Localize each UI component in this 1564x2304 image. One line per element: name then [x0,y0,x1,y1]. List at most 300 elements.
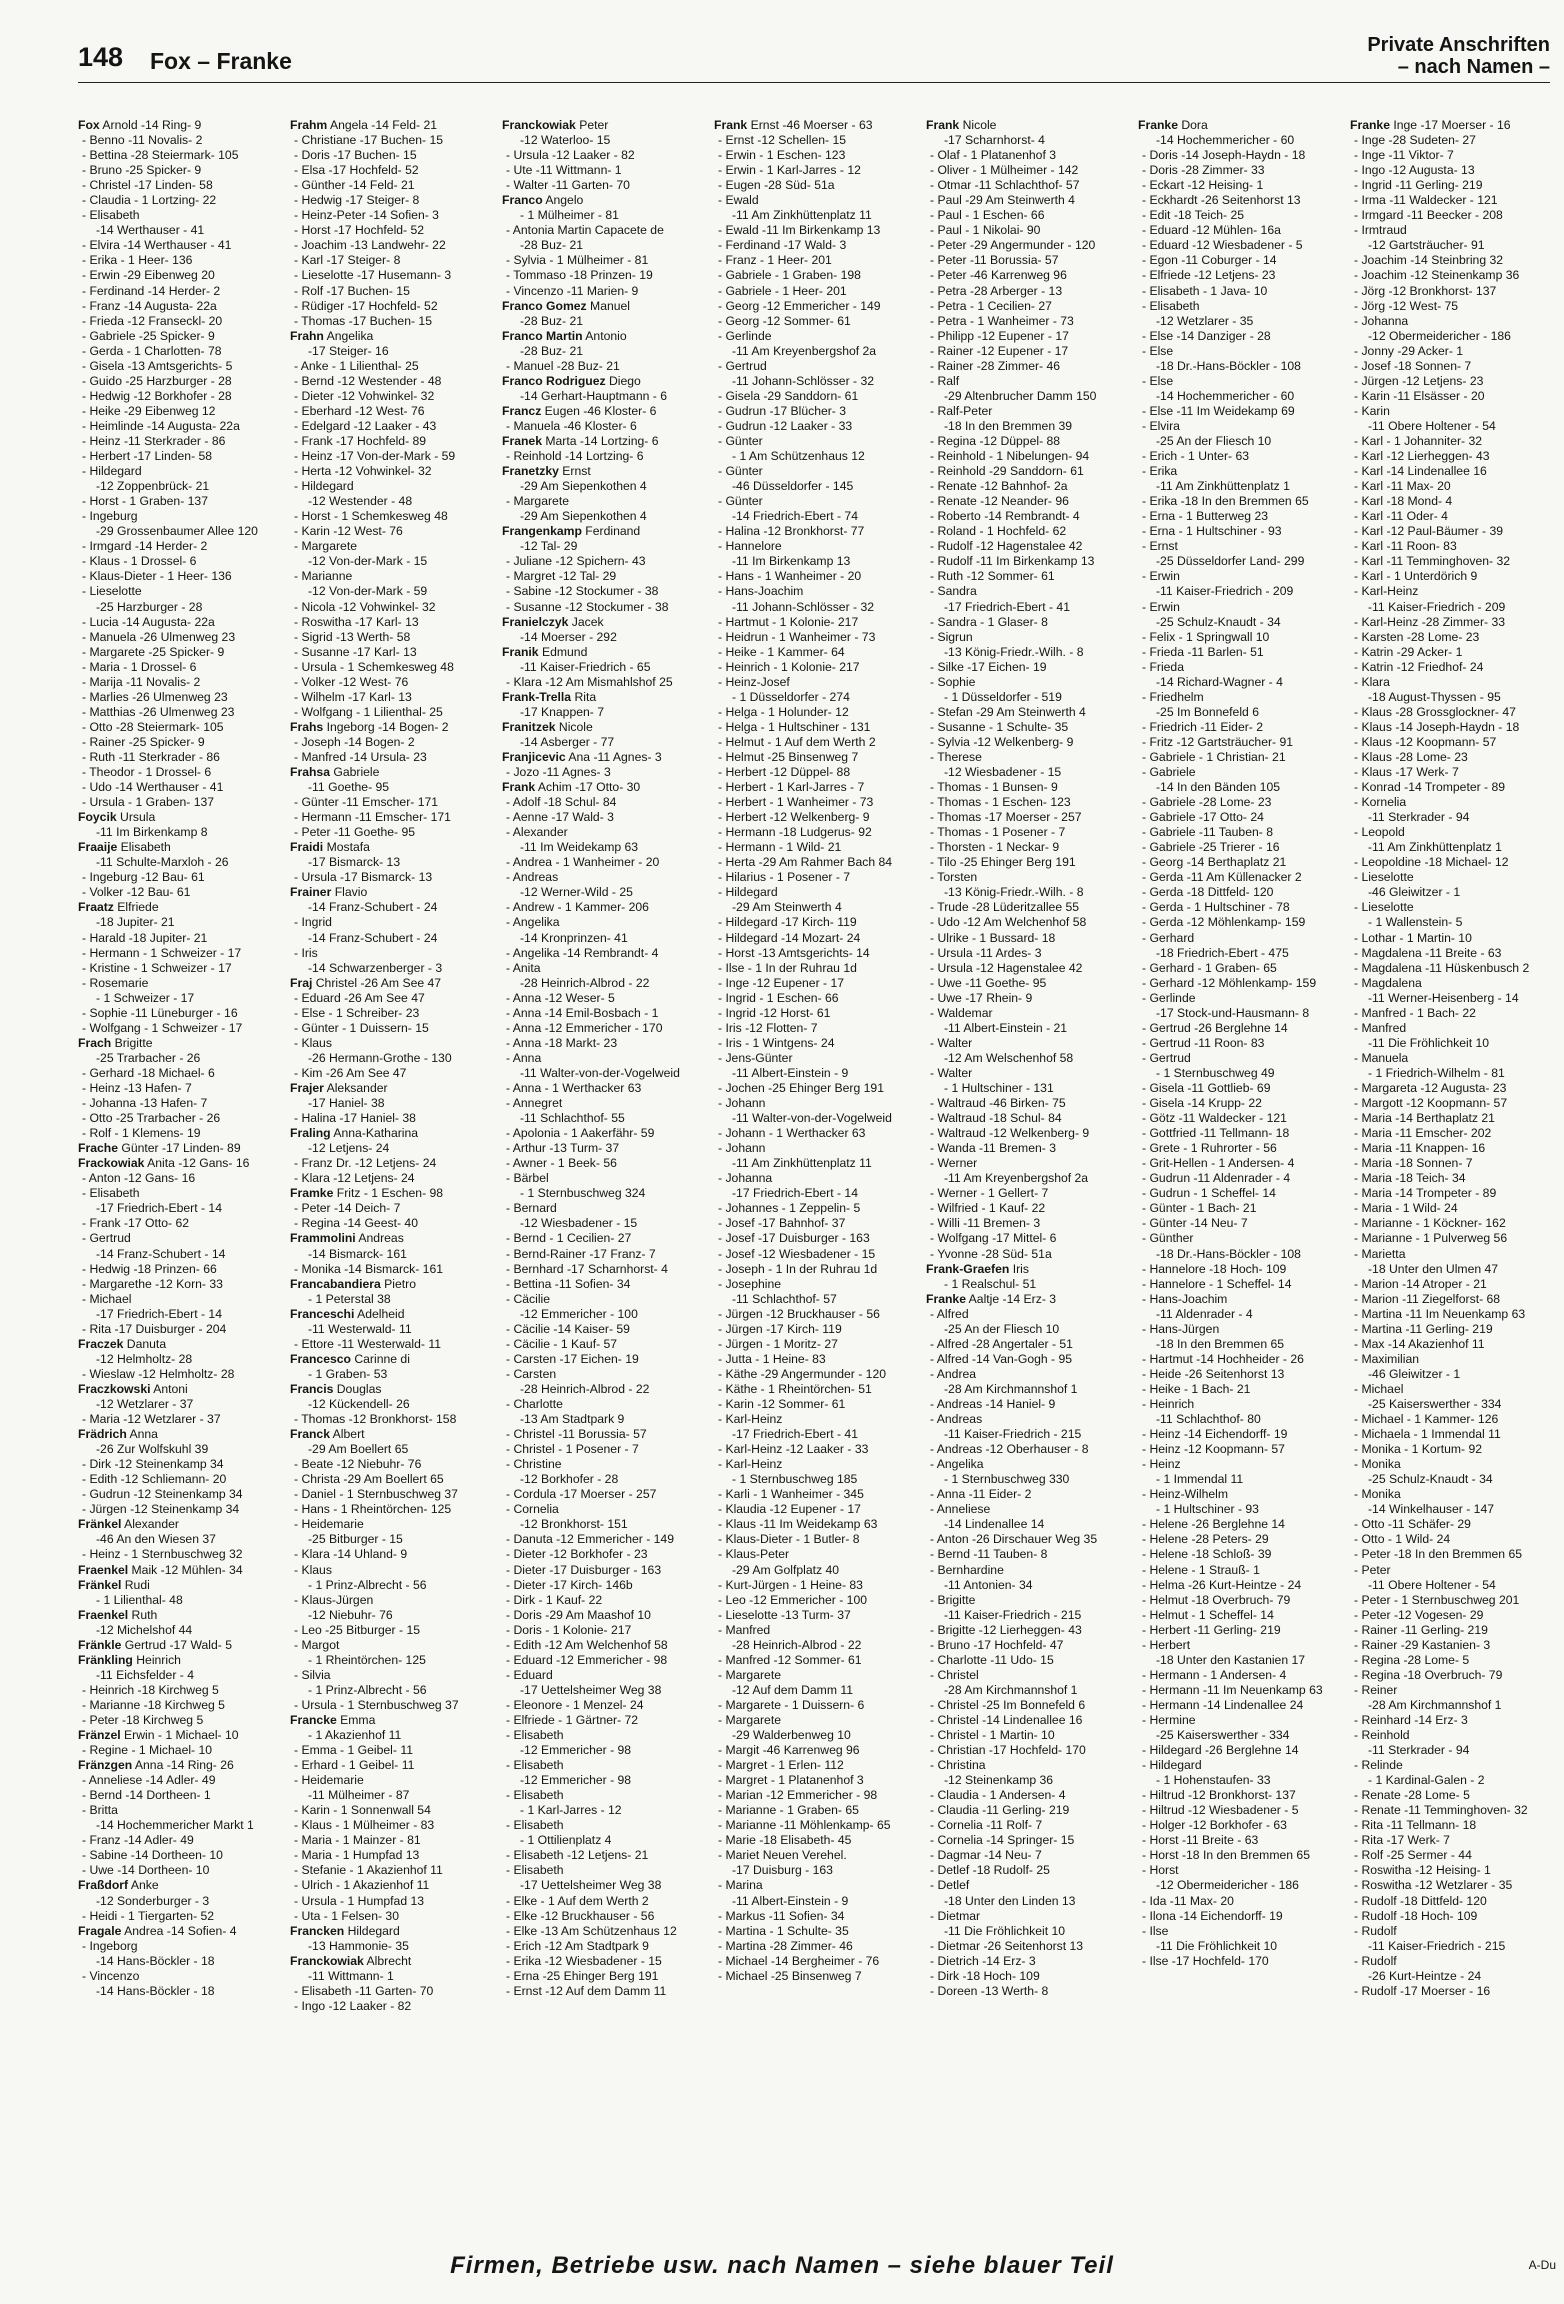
entry-text: - Hannelore - 1 Scheffel- 14 [1142,1276,1292,1291]
entry-text: - Cäcilie -14 Kaiser- 59 [506,1321,630,1336]
entry-text: - Johann [718,1141,766,1156]
entry-surname: Francken [290,1923,345,1938]
entry-text: - Sylvia - 1 Mülheimer - 81 [506,253,649,268]
directory-entry [78,329,284,344]
directory-entry [1138,795,1344,810]
entry-surname: Franco [502,193,543,208]
directory-entry [78,1292,284,1307]
entry-text: Albert [329,1427,365,1442]
entry-text: - Manfred [718,1622,771,1637]
directory-entry [926,1863,1132,1878]
entry-text: - Gisela -13 Amtsgerichts- 5 [82,358,233,373]
directory-entry [502,1322,708,1337]
directory-entry [502,1262,708,1277]
entry-text: - Brigitte -12 Lierheggen- 43 [930,1622,1082,1637]
entry-text: - Wilhelm -17 Karl- 13 [294,689,412,704]
directory-entry [714,1277,920,1292]
directory-entry [926,1517,1132,1532]
entry-text: - Karl -11 Roon- 83 [1354,539,1457,554]
directory-entry [78,1171,284,1186]
directory-entry [926,1818,1132,1833]
entry-surname: Franke [926,1291,966,1306]
entry-text: - Hans-Joachim [1142,1291,1228,1306]
entry-surname: Franik [502,644,539,659]
entry-text: - Klaudia -12 Eupener - 17 [718,1502,861,1517]
directory-entry [1350,419,1552,434]
entry-text: - Horst - 1 Schemkesweg 48 [294,509,448,524]
directory-entry [926,1126,1132,1141]
directory-entry [1138,645,1344,660]
directory-entry [78,1066,284,1081]
entry-text: - Elke -12 Bruckhauser - 56 [506,1908,655,1923]
entry-text: - Jürgen -12 Steinenkamp 34 [82,1502,240,1517]
entry-text: -29 Am Siepenkothen 4 [520,509,647,524]
directory-entry [502,1788,708,1803]
entry-text: - Halina -17 Haniel- 38 [294,1111,416,1126]
entry-text: - 1 Akazienhof 11 [308,1728,402,1743]
directory-entry [1138,148,1344,163]
directory-entry [1138,1036,1344,1051]
directory-entry [78,600,284,615]
directory-entry [290,1126,496,1141]
directory-entry [714,524,920,539]
entry-text: - Heinz [1142,1457,1181,1472]
entry-text: - Erika -18 In den Bremmen 65 [1142,494,1309,509]
directory-entry [502,1517,708,1532]
directory-entry [1138,1939,1344,1954]
directory-entry [290,1939,496,1954]
entry-text: - Katrin -12 Friedhof- 24 [1354,659,1484,674]
entry-text: -28 Heinrich-Albrod - 22 [520,1381,650,1396]
entry-text: - Hildegard -14 Mozart- 24 [718,930,861,945]
entry-text: - Magdalena -11 Breite - 63 [1354,945,1502,960]
directory-entry [714,1247,920,1262]
entry-text: - Manfred -12 Sommer- 61 [718,1652,862,1667]
directory-entry [502,389,708,404]
directory-entry [290,1593,496,1608]
entry-text: - Edelgard -12 Laaker - 43 [294,418,437,433]
directory-entry [714,1608,920,1623]
directory-entry [1138,1322,1344,1337]
entry-surname: Franco Gomez [502,298,587,313]
entry-text: -12 Emmericher - 98 [520,1743,632,1758]
entry-text: -11 Kaiser-Friedrich - 215 [1368,1938,1506,1953]
directory-entry [78,419,284,434]
directory-entry [1350,1171,1552,1186]
directory-entry [714,193,920,208]
entry-text: - Eduard [506,1667,553,1682]
entry-surname: Franjicevic [502,749,566,764]
directory-entry [78,1036,284,1051]
entry-text: - Heinrich -18 Kirchweg 5 [82,1682,219,1697]
entry-text: - Gabriele - 1 Christian- 21 [1142,749,1286,764]
entry-text: - Elfriede - 1 Gärtner- 72 [506,1712,639,1727]
directory-entry [714,1322,920,1337]
directory-entry [502,1758,708,1773]
entry-text: - Cornelia -14 Springer- 15 [930,1833,1075,1848]
directory-entry [78,1307,284,1322]
entry-text: -14 Hochemmericher - 60 [1156,133,1295,148]
entry-text: - Peter -14 Deich- 7 [294,1201,401,1216]
entry-text: -46 Gleiwitzer - 1 [1368,885,1461,900]
directory-entry [502,1292,708,1307]
directory-entry [926,1984,1132,1999]
entry-text: - Rainer -12 Eupener - 17 [930,343,1069,358]
directory-entry [1138,1051,1344,1066]
entry-text: - Iris -12 Flotten- 7 [718,1020,818,1035]
entry-text: -12 Tal- 29 [520,539,578,554]
directory-entry [502,524,708,539]
entry-text: -11 Kaiser-Friedrich - 215 [944,1427,1082,1442]
entry-text: - Klaus [294,1562,332,1577]
directory-entry [1350,1939,1552,1954]
entry-surname: Fränkel [78,1577,122,1592]
directory-entry [78,1487,284,1502]
directory-entry [926,148,1132,163]
directory-entry [502,1563,708,1578]
entry-text: - Johanna [718,1171,773,1186]
directory-entry [926,1186,1132,1201]
entry-text: - Rainer -28 Zimmer- 46 [930,358,1061,373]
entry-text: - Heinz - 1 Sternbuschweg 32 [82,1547,243,1562]
entry-text: - Christa -29 Am Boellert 65 [294,1472,444,1487]
entry-text: -11 Am Kreyenbergshof 2a [732,343,877,358]
directory-entry [502,268,708,283]
entry-text: - Anita [506,960,541,975]
directory-entry [926,855,1132,870]
entry-text: - Franz -14 Adler- 49 [82,1833,194,1848]
directory-entry [714,1457,920,1472]
directory-entry [502,810,708,825]
directory-entry [502,630,708,645]
directory-entry [1138,1247,1344,1262]
directory-entry [502,1638,708,1653]
entry-text: - Hedwig -18 Prinzen- 66 [82,1261,217,1276]
directory-entry [78,133,284,148]
entry-text: -18 Unter den Linden 13 [944,1893,1076,1908]
directory-entry [502,118,708,133]
directory-entry [502,494,708,509]
entry-text: - Marianne -11 Möhlenkamp- 65 [718,1818,891,1833]
directory-entry [714,344,920,359]
directory-entry [926,1683,1132,1698]
directory-entry [714,991,920,1006]
directory-entry [1138,133,1344,148]
directory-entry [78,163,284,178]
directory-entry [290,223,496,238]
entry-text: - Elsa -17 Hochfeld- 52 [294,163,419,178]
directory-entry [1138,449,1344,464]
directory-entry [1350,1397,1552,1412]
entry-text: - Christel -11 Borussia- 57 [506,1427,647,1442]
entry-text: -11 Walter-von-der-Vogelweid [520,1065,680,1080]
entry-text: - Walter [930,1035,973,1050]
entry-text: - Gabriele -25 Spicker- 9 [82,328,215,343]
entry-text: - Hans - 1 Rheintörchen- 125 [294,1502,452,1517]
directory-entry [714,1878,920,1893]
entry-text: - Olaf - 1 Platanenhof 3 [930,148,1057,163]
directory-entry [1350,810,1552,825]
directory-entry [290,1788,496,1803]
entry-text: -28 Am Kirchmannshof 1 [944,1682,1078,1697]
directory-entry [714,946,920,961]
entry-text: -14 Hans-Böckler - 18 [96,1983,215,1998]
directory-entry [926,1728,1132,1743]
entry-text: - Friedrich -11 Eider- 2 [1142,719,1264,734]
entry-text: - Anneliese [930,1502,991,1517]
directory-entry [1350,1668,1552,1683]
entry-text: Andrea -14 Sofien- 4 [121,1923,237,1938]
directory-entry [78,630,284,645]
directory-entry [78,885,284,900]
directory-entry [926,675,1132,690]
directory-entry [926,1939,1132,1954]
entry-text: - Gerhard -18 Michael- 6 [82,1065,215,1080]
directory-entry [290,1984,496,1999]
entry-text: -17 Friedrich-Ebert - 14 [96,1306,222,1321]
directory-entry [290,1653,496,1668]
entry-text: - Angelika [930,1457,984,1472]
entry-text: - Volker -12 West- 76 [294,674,409,689]
directory-entry [290,1517,496,1532]
entry-text: -29 Altenbrucher Damm 150 [944,388,1097,403]
entry-text: -14 Bismarck- 161 [308,1246,407,1261]
entry-text: - Herbert -17 Linden- 58 [82,449,213,464]
entry-text: - Wilfried - 1 Kauf- 22 [930,1201,1046,1216]
entry-text: - Fritz -12 Gartsträucher- 91 [1142,734,1294,749]
entry-text: - Bruno -25 Spicker- 9 [82,163,202,178]
entry-text: Mostafa [323,840,370,855]
directory-entry [1138,660,1344,675]
entry-text: - Hans-Joachim [718,584,804,599]
entry-text: - Hermann - 1 Wild- 21 [718,840,842,855]
entry-text: -11 Kaiser-Friedrich - 215 [944,1607,1082,1622]
directory-entry [78,268,284,283]
directory-entry [1138,1578,1344,1593]
entry-text: - Carsten -17 Eichen- 19 [506,1351,639,1366]
entry-text: -18 In den Bremmen 65 [1156,1336,1285,1351]
directory-entry [78,208,284,223]
directory-entry [502,1307,708,1322]
directory-entry [502,600,708,615]
directory-entry [78,1156,284,1171]
entry-text: - Roswitha -12 Wetzlarer - 35 [1354,1878,1513,1893]
directory-entry [714,449,920,464]
directory-entry [1138,1442,1344,1457]
directory-entry [1138,1292,1344,1307]
entry-text: - Irmgard -11 Beecker - 208 [1354,208,1503,223]
entry-text: - Else -11 Im Weidekamp 69 [1142,403,1295,418]
entry-text: - Heinz-Wilhelm [1142,1487,1228,1502]
directory-entry [502,374,708,389]
directory-entry [290,735,496,750]
entry-text: - 1 Immendal 11 [1156,1472,1244,1487]
entry-text: - 1 Realschul- 51 [944,1276,1037,1291]
entry-surname: Francz [502,403,542,418]
entry-text: - 1 Ottilienplatz 4 [520,1833,612,1848]
directory-entry [290,1713,496,1728]
entry-text: - Tommaso -18 Prinzen- 19 [506,268,653,283]
entry-text: - 1 Sternbuschweg 324 [520,1186,646,1201]
entry-text: -11 Obere Holtener - 54 [1368,418,1496,433]
directory-entry [78,645,284,660]
entry-text: -11 Die Fröhlichkeit 10 [1156,1938,1278,1953]
entry-text: -18 Dr.-Hans-Böckler - 108 [1156,1246,1301,1261]
entry-text: - Gottfried -11 Tellmann- 18 [1142,1126,1290,1141]
entry-text: - Doris -14 Joseph-Haydn - 18 [1142,148,1306,163]
directory-entry [1350,1006,1552,1021]
entry-text: Albrecht [363,1953,412,1968]
directory-entry [78,1141,284,1156]
directory-entry [290,855,496,870]
entry-text: - Rainer -11 Gerling- 219 [1354,1622,1488,1637]
entry-text: - Ernst -12 Auf dem Damm 11 [506,1983,667,1998]
entry-text: - Renate -28 Lome- 5 [1354,1788,1470,1803]
directory-entry [290,1186,496,1201]
entry-text: - Joachim -12 Steinenkamp 36 [1354,268,1520,283]
entry-text: - Rudolf -18 Hoch- 109 [1354,1908,1478,1923]
directory-entry [502,1081,708,1096]
entry-text: - Yvonne -28 Süd- 51a [930,1246,1052,1261]
entry-surname: Franckowiak [290,1953,364,1968]
entry-text: - Margareta -12 Augusta- 23 [1354,1081,1507,1095]
directory-entry [502,991,708,1006]
directory-entry [290,1292,496,1307]
directory-entry [926,404,1132,419]
entry-text: - Karl -12 Paul-Bäumer - 39 [1354,524,1504,539]
entry-text: -28 Am Kirchmannshof 1 [944,1381,1078,1396]
entry-text: - Marlies -26 Ulmenweg 23 [82,689,228,704]
directory-entry [290,810,496,825]
directory-entry [1138,344,1344,359]
entry-text: - Christel -17 Linden- 58 [82,178,213,193]
entry-text: - Maria - 1 Drossel- 6 [82,659,197,674]
entry-text: - Leopold [1354,825,1405,840]
directory-entry [290,1532,496,1547]
directory-entry [502,1653,708,1668]
entry-text: - Regina -14 Geest- 40 [294,1216,418,1231]
directory-entry [714,750,920,765]
directory-entry [926,1894,1132,1909]
entry-text: - Heidemarie [294,1517,364,1532]
directory-entry [502,1021,708,1036]
entry-text: - Michael [1354,1381,1404,1396]
entry-text: - Frieda -11 Barlen- 51 [1142,644,1264,659]
entry-text: - Maria -14 Trompeter - 89 [1354,1186,1497,1201]
entry-text: - Erwin -29 Eibenweg 20 [82,268,215,283]
entry-text: - Heinrich [1142,1396,1195,1411]
directory-entry [502,1803,708,1818]
entry-text: -25 Schulz-Knaudt - 34 [1368,1472,1493,1487]
entry-text: - Helene -18 Schloß- 39 [1142,1547,1272,1562]
entry-text: - Heinz -12 Koopmann- 57 [1142,1442,1285,1457]
entry-text: - Günter [718,433,763,448]
directory-column-3 [502,118,708,2226]
directory-entry [1138,1186,1344,1201]
directory-entry [1138,584,1344,599]
directory-entry [290,1096,496,1111]
entry-text: - Trude -28 Lüderitzallee 55 [930,900,1080,915]
directory-entry [78,314,284,329]
page-title: Fox – Franke [150,48,292,74]
directory-entry [1350,1954,1552,1969]
entry-text: - Else - 1 Schreiber- 23 [294,1005,420,1020]
entry-text: - Johann [718,1096,766,1111]
entry-text: - Nicola -12 Vohwinkel- 32 [294,599,436,614]
directory-entry [78,1006,284,1021]
directory-entry [926,208,1132,223]
directory-entry [502,1442,708,1457]
entry-surname: Francabandiera [290,1276,381,1291]
entry-text: Ruth [128,1607,158,1622]
entry-surname: Fraczek [78,1336,124,1351]
entry-text: - Karl -11 Oder- 4 [1354,509,1448,524]
directory-entry [1350,1502,1552,1517]
entry-text: - Heinz-Peter -14 Sofien- 3 [294,208,439,223]
entry-text: - Erwin [1142,599,1180,614]
directory-entry [926,464,1132,479]
entry-text: - Karl - 1 Johanniter- 32 [1354,433,1483,448]
entry-text: - Josef -17 Bahnhof- 37 [718,1216,846,1231]
entry-text: -11 Goethe- 95 [308,780,390,795]
directory-entry [1350,1021,1552,1036]
entry-text: - Udo -12 Am Welchenhof 58 [930,915,1087,930]
directory-entry [714,976,920,991]
directory-entry [78,750,284,765]
directory-entry [290,1277,496,1292]
directory-entry [1138,1111,1344,1126]
directory-entry [1350,374,1552,389]
entry-text: - Klaus -11 Im Weidekamp 63 [718,1517,878,1532]
entry-text: - Thorsten - 1 Neckar- 9 [930,840,1060,855]
directory-entry [290,1247,496,1262]
entry-text: -11 Johann-Schlösser - 32 [732,599,875,614]
directory-entry [1350,991,1552,1006]
directory-entry [1350,299,1552,314]
directory-entry [78,1322,284,1337]
directory-entry [714,554,920,569]
directory-entry [78,1367,284,1382]
entry-text: - Thomas - 1 Bunsen- 9 [930,780,1058,795]
entry-text: -11 Sterkrader - 94 [1368,810,1470,825]
directory-entry [714,178,920,193]
entry-text: - Elfriede -12 Letjens- 23 [1142,268,1276,283]
entry-text: - Hildegard [718,885,778,900]
directory-entry [1350,1758,1552,1773]
entry-text: - Margarete [718,1667,781,1682]
directory-entry [1138,193,1344,208]
entry-surname: Frahn [290,328,324,343]
directory-entry [78,900,284,915]
directory-entry [78,1201,284,1216]
entry-text: - Theodor - 1 Drossel- 6 [82,765,212,780]
directory-entry [78,705,284,720]
directory-entry [1138,1593,1344,1608]
directory-entry [290,1442,496,1457]
directory-entry [1350,434,1552,449]
directory-entry [502,795,708,810]
directory-entry [1138,1201,1344,1216]
entry-surname: Frammolini [290,1231,356,1246]
directory-entry [78,1623,284,1638]
directory-entry [926,1653,1132,1668]
directory-entry [1138,1909,1344,1924]
entry-text: Danuta [123,1336,167,1351]
entry-text: -12 Emmericher - 98 [520,1773,632,1788]
directory-entry [502,569,708,584]
entry-text: Anna-Katharina [330,1126,419,1141]
directory-entry [1138,765,1344,780]
